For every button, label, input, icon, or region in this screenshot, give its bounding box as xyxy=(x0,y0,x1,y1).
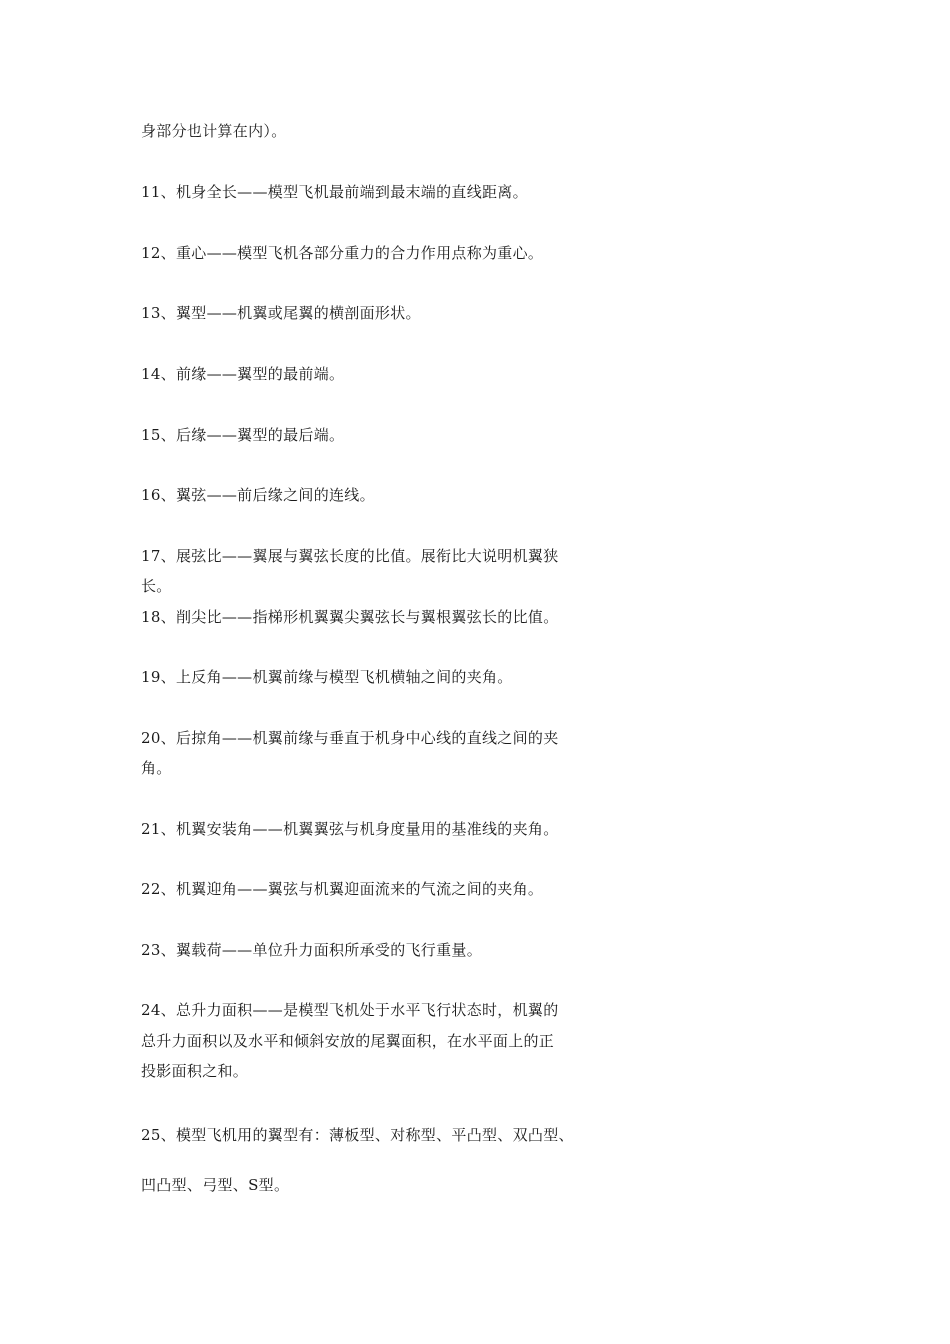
definition-22: 22、机翼迎角——翼弦与机翼迎面流来的气流之间的夹角。 xyxy=(141,880,544,898)
definition-17: 17、展弦比——翼展与翼弦长度的比值。展衔比大说明机翼狭 xyxy=(141,547,559,565)
definition-11: 11、机身全长——模型飞机最前端到最末端的直线距离。 xyxy=(141,183,528,201)
text-line-continuation: 身部分也计算在内）。 xyxy=(141,122,287,140)
definition-25: 25、模型飞机用的翼型有：薄板型、对称型、平凸型、双凸型、 xyxy=(141,1126,574,1144)
definition-13: 13、翼型——机翼或尾翼的横剖面形状。 xyxy=(141,304,421,322)
definition-21: 21、机翼安装角——机翼翼弦与机身度量用的基准线的夹角。 xyxy=(141,820,559,838)
definition-25-cont: 凹凸型、弓型、S型。 xyxy=(141,1176,290,1194)
definition-18: 18、削尖比——指梯形机翼翼尖翼弦长与翼根翼弦长的比值。 xyxy=(141,608,559,626)
definition-15: 15、后缘——翼型的最后端。 xyxy=(141,426,345,444)
definition-16: 16、翼弦——前后缘之间的连线。 xyxy=(141,486,375,504)
definition-19: 19、上反角——机翼前缘与模型飞机横轴之间的夹角。 xyxy=(141,668,513,686)
definition-20: 20、后掠角——机翼前缘与垂直于机身中心线的直线之间的夹 xyxy=(141,729,559,747)
definition-12: 12、重心——模型飞机各部分重力的合力作用点称为重心。 xyxy=(141,244,544,262)
definition-20-cont: 角。 xyxy=(141,759,172,777)
definition-24: 24、总升力面积——是模型飞机处于水平飞行状态时，机翼的 xyxy=(141,1001,559,1019)
definition-24-cont: 投影面积之和。 xyxy=(141,1062,249,1080)
definition-23: 23、翼载荷——单位升力面积所承受的飞行重量。 xyxy=(141,941,482,959)
definition-24-cont: 总升力面积以及水平和倾斜安放的尾翼面积，在水平面上的正 xyxy=(141,1032,555,1050)
definition-17-cont: 长。 xyxy=(141,577,172,595)
definition-14: 14、前缘——翼型的最前端。 xyxy=(141,365,345,383)
